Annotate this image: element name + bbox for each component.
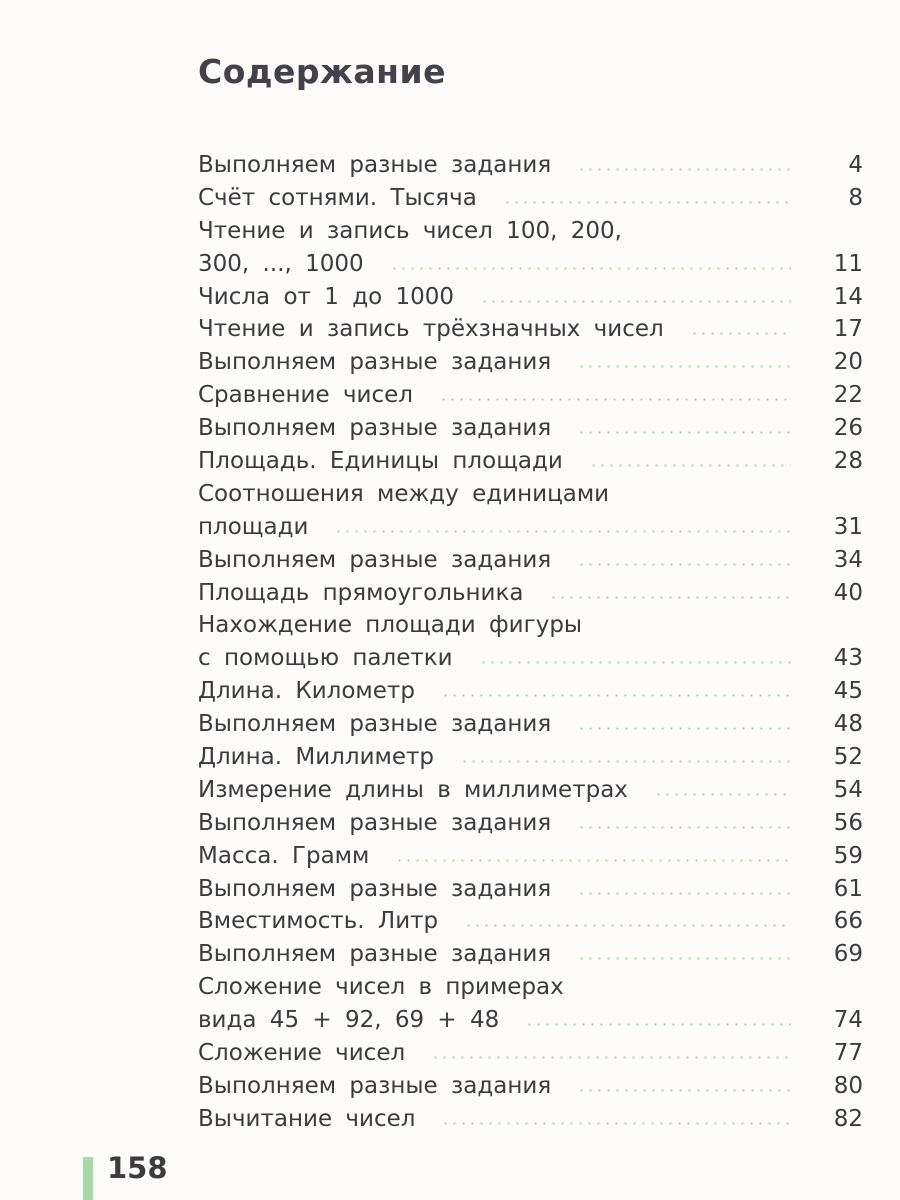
toc-line [198,412,863,445]
toc-entry[interactable] [198,807,863,840]
dot-leader [577,826,791,829]
toc-entry-title: Выполняем разные задания [198,546,552,573]
toc-entry[interactable] [198,905,863,938]
toc-line [198,445,863,478]
toc-entry-page: 45 [833,678,863,705]
dot-leader [525,1023,791,1026]
toc-entry-title: Соотношения между единицами [198,480,610,507]
toc-entry[interactable] [198,182,863,215]
toc-line [198,741,863,774]
toc-entry-title: Масса. Грамм [198,842,370,869]
toc-entry-page: 43 [833,645,863,672]
toc-entry-title: Выполняем разные задания [198,875,552,902]
toc-entry-title: Вычитание чисел [198,1105,416,1132]
toc-entry-page: 31 [833,513,863,540]
table-of-contents [198,149,863,1136]
toc-entry[interactable] [198,379,863,412]
toc-entry-title: Нахождение площади фигуры [198,612,583,639]
toc-line [198,149,863,182]
toc-entry-title: Длина. Километр [198,678,415,705]
toc-entry-title: Выполняем разные задания [198,1072,552,1099]
toc-entry-page: 74 [833,1007,863,1034]
toc-line [198,1070,863,1103]
toc-entry[interactable] [198,149,863,182]
toc-entry-page: 80 [833,1072,863,1099]
toc-entry-title: Выполняем разные задания [198,152,552,178]
toc-entry-page: 59 [833,842,863,869]
dot-leader [390,267,791,270]
dot-leader [577,957,791,960]
toc-entry-page: 52 [833,744,863,771]
toc-entry[interactable] [198,544,863,577]
toc-entry-title: Сравнение чисел [198,382,413,409]
toc-entry-page: 69 [833,941,863,968]
toc-entry-page: 34 [833,546,863,573]
toc-entry-title: площади [198,513,309,540]
dot-leader [479,661,791,664]
toc-line [198,248,863,281]
toc-line [198,642,863,675]
toc-entry[interactable] [198,609,863,675]
toc-line [198,905,863,938]
dot-leader [395,859,791,862]
toc-line [198,1103,863,1136]
toc-entry-title: Числа от 1 до 1000 [198,283,455,310]
toc-entry-page: 17 [833,316,863,343]
toc-entry-title: 300, ..., 1000 [198,250,364,277]
toc-line [198,379,863,412]
toc-entry[interactable] [198,873,863,906]
toc-entry[interactable] [198,577,863,610]
toc-entry-title: Сложение чисел [198,1040,406,1067]
toc-line [198,577,863,610]
dot-leader [690,332,791,335]
toc-entry-page: 40 [833,579,863,606]
toc-line [198,971,863,1004]
toc-entry-title: Чтение и запись трёхзначных чисел [198,316,664,343]
toc-line [198,840,863,873]
page-number: 158 [107,1151,168,1185]
toc-entry[interactable] [198,478,863,544]
toc-line [198,346,863,379]
dot-leader [577,1089,791,1092]
toc-line [198,675,863,708]
dot-leader [577,365,791,368]
toc-entry[interactable] [198,971,863,1037]
toc-entry-page: 22 [833,382,863,409]
toc-entry-title: Измерение длины в миллиметрах [198,776,628,803]
dot-leader [480,300,791,303]
dot-leader [441,694,791,697]
toc-entry-title: вида 45 + 92, 69 + 48 [198,1007,500,1034]
toc-line [198,182,863,215]
dot-leader [439,398,791,401]
toc-entry-page: 26 [833,415,863,442]
toc-entry-page: 56 [833,809,863,836]
dot-leader [441,1122,791,1125]
toc-entry-page: 82 [833,1105,863,1132]
toc-line [198,807,863,840]
toc-entry[interactable] [198,938,863,971]
toc-entry[interactable] [198,1070,863,1103]
toc-entry[interactable] [198,215,863,281]
dot-leader [431,1056,791,1059]
toc-entry-title: Выполняем разные задания [198,415,552,442]
dot-leader [549,596,791,599]
toc-line [198,215,863,248]
toc-entry-title: Площадь. Единицы площади [198,448,563,475]
toc-entry-page: 8 [848,184,863,211]
toc-entry-title: Вместимость. Литр [198,908,439,935]
toc-entry-title: Сложение чисел в примерах [198,974,564,1001]
toc-entry-page: 54 [833,776,863,803]
dot-leader [577,727,791,730]
toc-entry[interactable] [198,741,863,774]
toc-entry-title: Выполняем разные задания [198,349,552,376]
toc-line [198,313,863,346]
dot-leader [464,924,791,927]
toc-entry-title: Выполняем разные задания [198,711,552,738]
toc-line [198,511,863,544]
toc-entry[interactable] [198,675,863,708]
toc-entry-page: 77 [833,1040,863,1067]
toc-line [198,478,863,511]
toc-entry-title: Выполняем разные задания [198,809,552,836]
toc-entry[interactable] [198,1103,863,1136]
toc-entry-title: Счёт сотнями. Тысяча [198,184,477,211]
toc-entry[interactable] [198,412,863,445]
toc-line [198,609,863,642]
dot-leader [577,563,791,566]
dot-leader [460,760,791,763]
toc-entry-page: 14 [833,283,863,310]
toc-line [198,774,863,807]
toc-entry-page: 4 [848,152,863,178]
toc-line [198,873,863,906]
dot-leader [654,793,791,796]
toc-entry[interactable] [198,281,863,314]
toc-entry-page: 11 [833,250,863,277]
toc-entry-page: 20 [833,349,863,376]
toc-line [198,281,863,314]
toc-entry-title: с помощью палетки [198,645,453,672]
dot-leader [589,464,791,467]
dot-leader [334,530,791,533]
page-title: Содержание [198,52,446,91]
toc-entry[interactable] [198,1037,863,1070]
dot-leader [577,431,791,434]
toc-entry-title: Выполняем разные задания [198,941,552,968]
toc-line [198,708,863,741]
dot-leader [503,201,791,204]
toc-entry-page: 28 [833,448,863,475]
toc-entry-page: 61 [833,875,863,902]
toc-entry-page: 66 [833,908,863,935]
green-margin-bar [83,1157,93,1200]
toc-entry-title: Длина. Миллиметр [198,744,435,771]
toc-entry-title: Чтение и запись чисел 100, 200, [198,217,622,244]
toc-entry[interactable] [198,445,863,478]
toc-entry[interactable] [198,346,863,379]
toc-entry[interactable] [198,313,863,346]
dot-leader [577,892,791,895]
toc-entry[interactable] [198,708,863,741]
toc-entry[interactable] [198,840,863,873]
toc-entry[interactable] [198,774,863,807]
toc-line [198,1037,863,1070]
toc-line [198,1004,863,1037]
toc-line [198,544,863,577]
toc-entry-page: 48 [833,711,863,738]
toc-line [198,938,863,971]
dot-leader [577,168,791,171]
toc-entry-title: Площадь прямоугольника [198,579,524,606]
